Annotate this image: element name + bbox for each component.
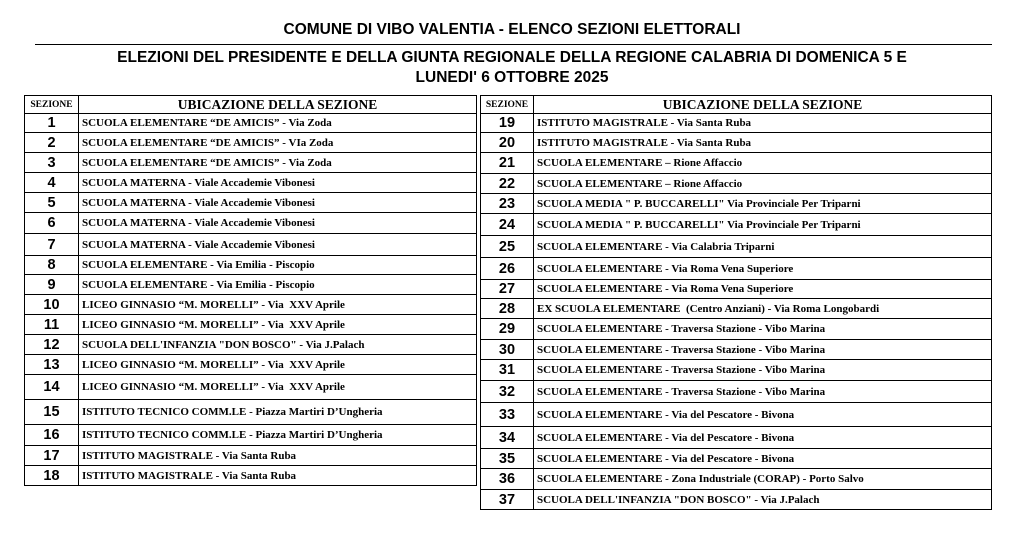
location-address: - Via del Pescatore - Bivona — [662, 431, 795, 444]
location-address: - Traversa Stazione - Vibo Marina — [662, 343, 826, 356]
section-location — [534, 194, 992, 214]
section-location — [79, 213, 477, 234]
table-row — [25, 375, 477, 400]
table-row — [25, 133, 477, 153]
section-location — [534, 174, 992, 194]
table-row — [481, 214, 992, 236]
location-address: - Via Zoda — [279, 117, 332, 129]
section-number: 6 — [25, 213, 79, 234]
section-number: 37 — [481, 490, 534, 510]
section-location — [534, 258, 992, 280]
section-location — [534, 427, 992, 449]
section-location — [79, 114, 477, 133]
location-name: SCUOLA ELEMENTARE — [537, 431, 663, 444]
table-row — [481, 319, 992, 340]
location-address: - Piazza Martiri D’Ungheria — [246, 429, 383, 441]
location-name: SCUOLA ELEMENTARE “DE AMICIS” — [82, 156, 280, 169]
section-number: 23 — [481, 194, 534, 214]
location-address: - Via Zoda — [279, 156, 332, 169]
location-address: - Via Santa Ruba — [212, 469, 297, 482]
section-location — [534, 360, 992, 381]
table-row — [481, 133, 992, 153]
section-number: 4 — [25, 173, 79, 193]
title-divider — [35, 44, 992, 45]
location-name: SCUOLA ELEMENTARE — [537, 177, 663, 190]
location-name: SCUOLA MATERNA — [82, 196, 186, 209]
section-number: 33 — [481, 403, 534, 427]
location-name: SCUOLA ELEMENTARE — [537, 240, 663, 253]
table-header-row — [25, 96, 477, 114]
location-address: Via Provinciale Per Triparni — [724, 197, 861, 210]
section-number: 34 — [481, 427, 534, 449]
location-address: - Traversa Stazione - Vibo Marina — [662, 323, 826, 335]
location-address: - Traversa Stazione - Vibo Marina — [662, 364, 826, 376]
section-number: 11 — [25, 315, 79, 335]
table-row — [25, 193, 477, 213]
table-row — [481, 403, 992, 427]
location-address: - Traversa Stazione - Vibo Marina — [662, 385, 826, 398]
sections-table-left — [24, 95, 477, 486]
location-name: SCUOLA ELEMENTARE — [537, 473, 663, 485]
section-location — [534, 490, 992, 510]
section-location — [534, 469, 992, 490]
location-name: SCUOLA MATERNA — [82, 238, 186, 251]
location-address: (Centro Anziani) - Via Roma Longobardi — [680, 302, 880, 315]
table-row — [25, 425, 477, 446]
location-name: SCUOLA ELEMENTARE — [537, 452, 663, 465]
section-number: 26 — [481, 258, 534, 280]
location-name: SCUOLA ELEMENTARE — [537, 323, 663, 335]
section-location — [79, 446, 477, 466]
location-address: - Via XXV Aprile — [258, 298, 345, 311]
table-row — [481, 174, 992, 194]
table-row — [25, 315, 477, 335]
section-location — [534, 153, 992, 174]
table-row — [25, 114, 477, 133]
column-header-section: SEZIONE — [25, 96, 79, 114]
location-name: SCUOLA MATERNA — [82, 217, 186, 229]
table-row — [25, 400, 477, 425]
location-name: ISTITUTO TECNICO COMM.LE — [82, 406, 247, 418]
location-name: ISTITUTO MAGISTRALE — [82, 469, 213, 482]
section-number: 12 — [25, 335, 79, 355]
section-location — [534, 299, 992, 319]
location-address: - Zona Industriale (CORAP) - Porto Salvo — [662, 473, 864, 485]
section-number: 17 — [25, 446, 79, 466]
section-location — [534, 319, 992, 340]
location-name: LICEO GINNASIO “M. MORELLI” — [82, 358, 259, 371]
page-subtitle — [20, 48, 1004, 88]
table-row — [481, 469, 992, 490]
location-name: EX SCUOLA ELEMENTARE — [537, 302, 681, 315]
location-address: - Via Santa Ruba — [212, 449, 297, 462]
location-name: SCUOLA ELEMENTARE — [537, 385, 663, 398]
location-address: - Via Roma Vena Superiore — [662, 262, 794, 275]
section-location — [534, 280, 992, 299]
section-number: 20 — [481, 133, 534, 153]
table-row — [25, 335, 477, 355]
location-name: SCUOLA DELL'INFANZIA "DON BOSCO" — [537, 493, 752, 506]
location-address: - Via J.Palach — [296, 338, 365, 351]
table-row — [25, 213, 477, 234]
subtitle-line-2: LUNEDI' 6 OTTOBRE 2025 — [415, 69, 609, 86]
section-number: 3 — [25, 153, 79, 173]
section-location — [79, 173, 477, 193]
location-address: - Via J.Palach — [751, 493, 820, 506]
table-row — [481, 299, 992, 319]
section-location — [534, 340, 992, 360]
section-number: 15 — [25, 400, 79, 425]
table-row — [481, 490, 992, 510]
section-location — [79, 153, 477, 173]
column-header-location: UBICAZIONE DELLA SEZIONE — [534, 96, 992, 114]
section-number: 25 — [481, 236, 534, 258]
section-number: 32 — [481, 381, 534, 403]
section-location — [534, 114, 992, 133]
table-row — [481, 194, 992, 214]
section-number: 36 — [481, 469, 534, 490]
section-number: 10 — [25, 295, 79, 315]
location-address: – Rione Affaccio — [662, 157, 743, 169]
section-number: 7 — [25, 234, 79, 256]
location-address: - Viale Accademie Vibonesi — [185, 176, 315, 189]
table-row — [481, 381, 992, 403]
section-location — [534, 236, 992, 258]
location-address: - Viale Accademie Vibonesi — [185, 217, 315, 229]
section-number: 31 — [481, 360, 534, 381]
location-address: - VIa Zoda — [279, 136, 334, 149]
location-name: SCUOLA ELEMENTARE — [537, 343, 663, 356]
table-row — [481, 114, 992, 133]
section-number: 27 — [481, 280, 534, 299]
location-name: SCUOLA MEDIA " P. BUCCARELLI" — [537, 197, 725, 210]
section-number: 8 — [25, 256, 79, 275]
location-name: SCUOLA ELEMENTARE “DE AMICIS” — [82, 117, 280, 129]
section-number: 13 — [25, 355, 79, 375]
section-number: 9 — [25, 275, 79, 295]
section-location — [79, 315, 477, 335]
section-number: 16 — [25, 425, 79, 446]
table-row — [481, 258, 992, 280]
location-address: – Rione Affaccio — [662, 177, 743, 190]
table-row — [481, 340, 992, 360]
table-row — [25, 355, 477, 375]
section-number: 18 — [25, 466, 79, 486]
location-address: Via Provinciale Per Triparni — [724, 218, 861, 231]
table-row — [25, 275, 477, 295]
section-location — [79, 425, 477, 446]
page-title: COMUNE DI VIBO VALENTIA - ELENCO SEZIONI ELETTORALI — [283, 21, 741, 38]
location-name: LICEO GINNASIO “M. MORELLI” — [82, 381, 259, 393]
table-row — [481, 360, 992, 381]
location-address: - Via del Pescatore - Bivona — [662, 408, 795, 421]
sections-table-right — [480, 95, 992, 510]
table-row — [481, 280, 992, 299]
section-location — [79, 355, 477, 375]
section-location — [534, 381, 992, 403]
table-header-row — [481, 96, 992, 114]
location-name: SCUOLA ELEMENTARE — [537, 262, 663, 275]
location-name: LICEO GINNASIO “M. MORELLI” — [82, 318, 259, 331]
location-name: SCUOLA ELEMENTARE — [537, 408, 663, 421]
location-address: - Via Santa Ruba — [667, 136, 752, 149]
section-number: 14 — [25, 375, 79, 400]
table-row — [25, 256, 477, 275]
subtitle-line-1: ELEZIONI DEL PRESIDENTE E DELLA GIUNTA REGIONALE DELLA REGIONE CALABRIA DI DOMENICA 5 E — [117, 49, 907, 66]
table-row — [481, 153, 992, 174]
section-number: 1 — [25, 114, 79, 133]
table-row — [481, 449, 992, 469]
location-address: - Via Roma Vena Superiore — [662, 283, 794, 295]
section-number: 24 — [481, 214, 534, 236]
section-number: 2 — [25, 133, 79, 153]
section-number: 30 — [481, 340, 534, 360]
location-address: - Via Calabria Triparni — [662, 240, 775, 253]
section-number: 22 — [481, 174, 534, 194]
location-name: SCUOLA ELEMENTARE — [82, 259, 208, 271]
table-row — [25, 173, 477, 193]
location-address: - Via Emilia - Piscopio — [207, 278, 315, 291]
location-name: ISTITUTO MAGISTRALE — [537, 136, 668, 149]
table-row — [25, 153, 477, 173]
table-row — [25, 466, 477, 486]
location-address: - Via XXV Aprile — [258, 358, 345, 371]
location-name: SCUOLA MEDIA " P. BUCCARELLI" — [537, 218, 725, 231]
section-location — [79, 193, 477, 213]
section-location — [534, 449, 992, 469]
section-location — [534, 133, 992, 153]
table-row — [25, 234, 477, 256]
section-location — [79, 133, 477, 153]
location-name: ISTITUTO MAGISTRALE — [82, 449, 213, 462]
location-name: SCUOLA ELEMENTARE — [82, 278, 208, 291]
section-location — [534, 214, 992, 236]
location-address: - Via XXV Aprile — [258, 318, 345, 331]
section-location — [79, 256, 477, 275]
section-number: 21 — [481, 153, 534, 174]
section-number: 29 — [481, 319, 534, 340]
column-header-section: SEZIONE — [481, 96, 534, 114]
location-name: ISTITUTO TECNICO COMM.LE — [82, 429, 247, 441]
section-location — [79, 275, 477, 295]
section-number: 28 — [481, 299, 534, 319]
table-row — [481, 427, 992, 449]
location-name: SCUOLA ELEMENTARE — [537, 283, 663, 295]
location-address: - Viale Accademie Vibonesi — [185, 196, 315, 209]
section-location — [79, 295, 477, 315]
location-address: - Via Santa Ruba — [667, 117, 752, 129]
section-location — [534, 403, 992, 427]
location-address: - Via XXV Aprile — [258, 381, 345, 393]
location-name: SCUOLA MATERNA — [82, 176, 186, 189]
location-address: - Via Emilia - Piscopio — [207, 259, 315, 271]
location-name: SCUOLA ELEMENTARE — [537, 364, 663, 376]
table-row — [481, 236, 992, 258]
table-row — [25, 295, 477, 315]
section-number: 5 — [25, 193, 79, 213]
location-address: - Piazza Martiri D’Ungheria — [246, 406, 383, 418]
location-name: SCUOLA ELEMENTARE “DE AMICIS” — [82, 136, 280, 149]
section-number: 19 — [481, 114, 534, 133]
location-address: - Viale Accademie Vibonesi — [185, 238, 315, 251]
location-name: SCUOLA ELEMENTARE — [537, 157, 663, 169]
section-location — [79, 335, 477, 355]
section-location — [79, 234, 477, 256]
section-location — [79, 400, 477, 425]
table-row — [25, 446, 477, 466]
location-name: LICEO GINNASIO “M. MORELLI” — [82, 298, 259, 311]
location-address: - Via del Pescatore - Bivona — [662, 452, 795, 465]
location-name: SCUOLA DELL'INFANZIA "DON BOSCO" — [82, 338, 297, 351]
column-header-location: UBICAZIONE DELLA SEZIONE — [79, 96, 477, 114]
location-name: ISTITUTO MAGISTRALE — [537, 117, 668, 129]
section-location — [79, 466, 477, 486]
section-number: 35 — [481, 449, 534, 469]
section-location — [79, 375, 477, 400]
